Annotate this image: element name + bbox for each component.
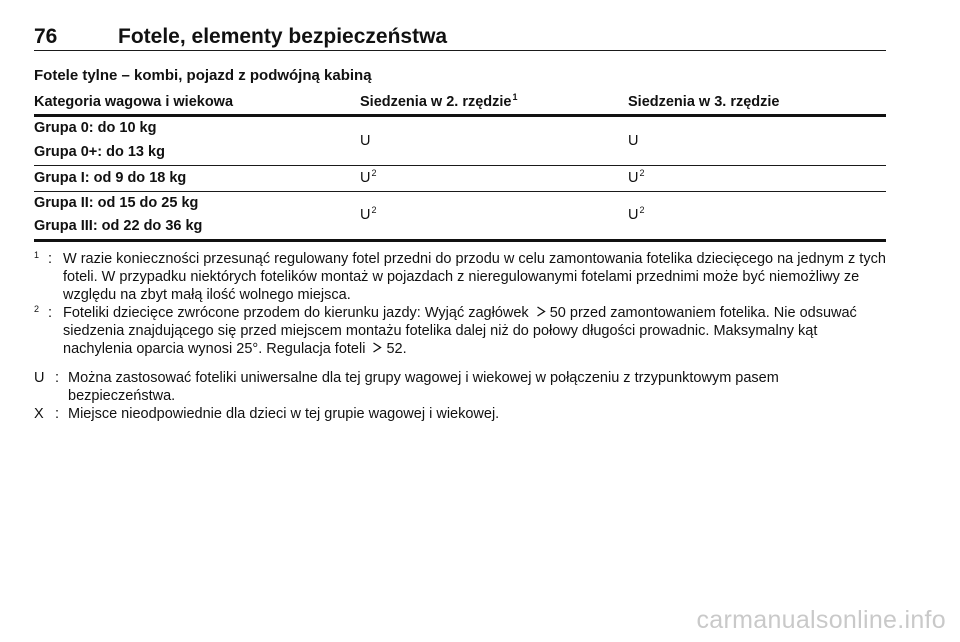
legend-item-u [34, 369, 886, 405]
value-cell [360, 132, 370, 150]
footnote-colon: : [48, 251, 53, 267]
footnote-ref: 2 [639, 168, 645, 178]
col-header-row2-label: Siedzenia w 2. rzędzie [360, 94, 512, 110]
legend-key: U [34, 370, 45, 386]
footnote-text: Foteliki dziecięce zwrócone przodem do kierunku jazdy: Wyjąć zagłówek [63, 305, 529, 321]
legend-item-x [34, 405, 886, 423]
page-reference-arrow-icon [535, 304, 547, 322]
legend-colon: : [55, 406, 60, 422]
category-cell: Grupa I: od 9 do 18 kg [34, 170, 187, 186]
legend-colon: : [55, 370, 60, 386]
table-row [34, 192, 886, 242]
col-header-row3: Siedzenia w 3. rzędzie [628, 94, 780, 110]
footnote-colon: : [48, 305, 53, 321]
page-reference-arrow-icon [371, 340, 383, 358]
value-cell [360, 169, 377, 187]
col-header-category: Kategoria wagowa i wiekowa [34, 94, 234, 110]
page-number: 76 [34, 25, 58, 48]
col-header-row2 [360, 93, 518, 111]
table-header-row [34, 92, 886, 117]
value-cell [628, 132, 638, 150]
legend [34, 369, 886, 423]
page-reference[interactable]: 50 [549, 305, 566, 321]
footnote-mark: 2 [34, 304, 40, 314]
page-header [34, 24, 886, 51]
footnote-ref: 2 [371, 168, 377, 178]
footnotes [34, 250, 886, 358]
value-cell [628, 206, 645, 224]
footnote-mark: 1 [34, 250, 40, 260]
footnote-ref: 2 [371, 205, 377, 215]
footnote-text: W razie konieczności przesunąć regulowany fotel przedni do przodu w celu zamontowania fotelika dziecięcego na jednym z tych foteli. W przypadku niektórych fotelików montaż w pojazdach z nieregulowanymi fotelami przednimi może być niemożliwy ze względu na zbyt małą ilość wolnego miejsca. [63, 251, 886, 303]
footnote-text: przed zamontowaniem fotelika. Nie odsuwać siedzenia znajdującego się przed miejscem montażu fotelika dalej niż do połowy długości prowadnic. Maksymalny kąt nachylenia oparcia wynosi 25°. Regulacja foteli [63, 305, 857, 357]
table-row [34, 166, 886, 192]
value-cell [628, 169, 645, 187]
value-text: U [360, 207, 371, 223]
legend-key: X [34, 406, 44, 422]
chapter-title: Fotele, elementy bezpieczeństwa [118, 25, 448, 48]
value-text: U [628, 133, 639, 149]
footnote-1 [34, 250, 886, 304]
footnote-2 [34, 304, 886, 358]
value-text: U [628, 207, 639, 223]
value-text: U [360, 170, 371, 186]
page-reference[interactable]: 52. [386, 341, 407, 357]
section-title: Fotele tylne – kombi, pojazd z podwójną kabiną [34, 67, 372, 84]
value-text: U [628, 170, 639, 186]
legend-text: Można zastosować foteliki uniwersalne dla tej grupy wagowej i wiekowej w połączeniu z trzypunktowym pasem bezpieczeństwa. [68, 370, 779, 404]
category-cell: Grupa 0: do 10 kg [34, 120, 157, 136]
watermark: carmanualsonline.info [696, 606, 946, 634]
footnote-ref: 2 [639, 205, 645, 215]
legend-text: Miejsce nieodpowiednie dla dzieci w tej grupie wagowej i wiekowej. [68, 406, 500, 422]
value-cell [360, 206, 377, 224]
category-cell: Grupa II: od 15 do 25 kg [34, 195, 199, 211]
table-row [34, 117, 886, 166]
seat-table [34, 92, 886, 242]
value-text: U [360, 133, 371, 149]
footnote-ref: 1 [512, 92, 518, 102]
category-cell: Grupa 0+: do 13 kg [34, 144, 165, 160]
category-cell: Grupa III: od 22 do 36 kg [34, 218, 203, 234]
